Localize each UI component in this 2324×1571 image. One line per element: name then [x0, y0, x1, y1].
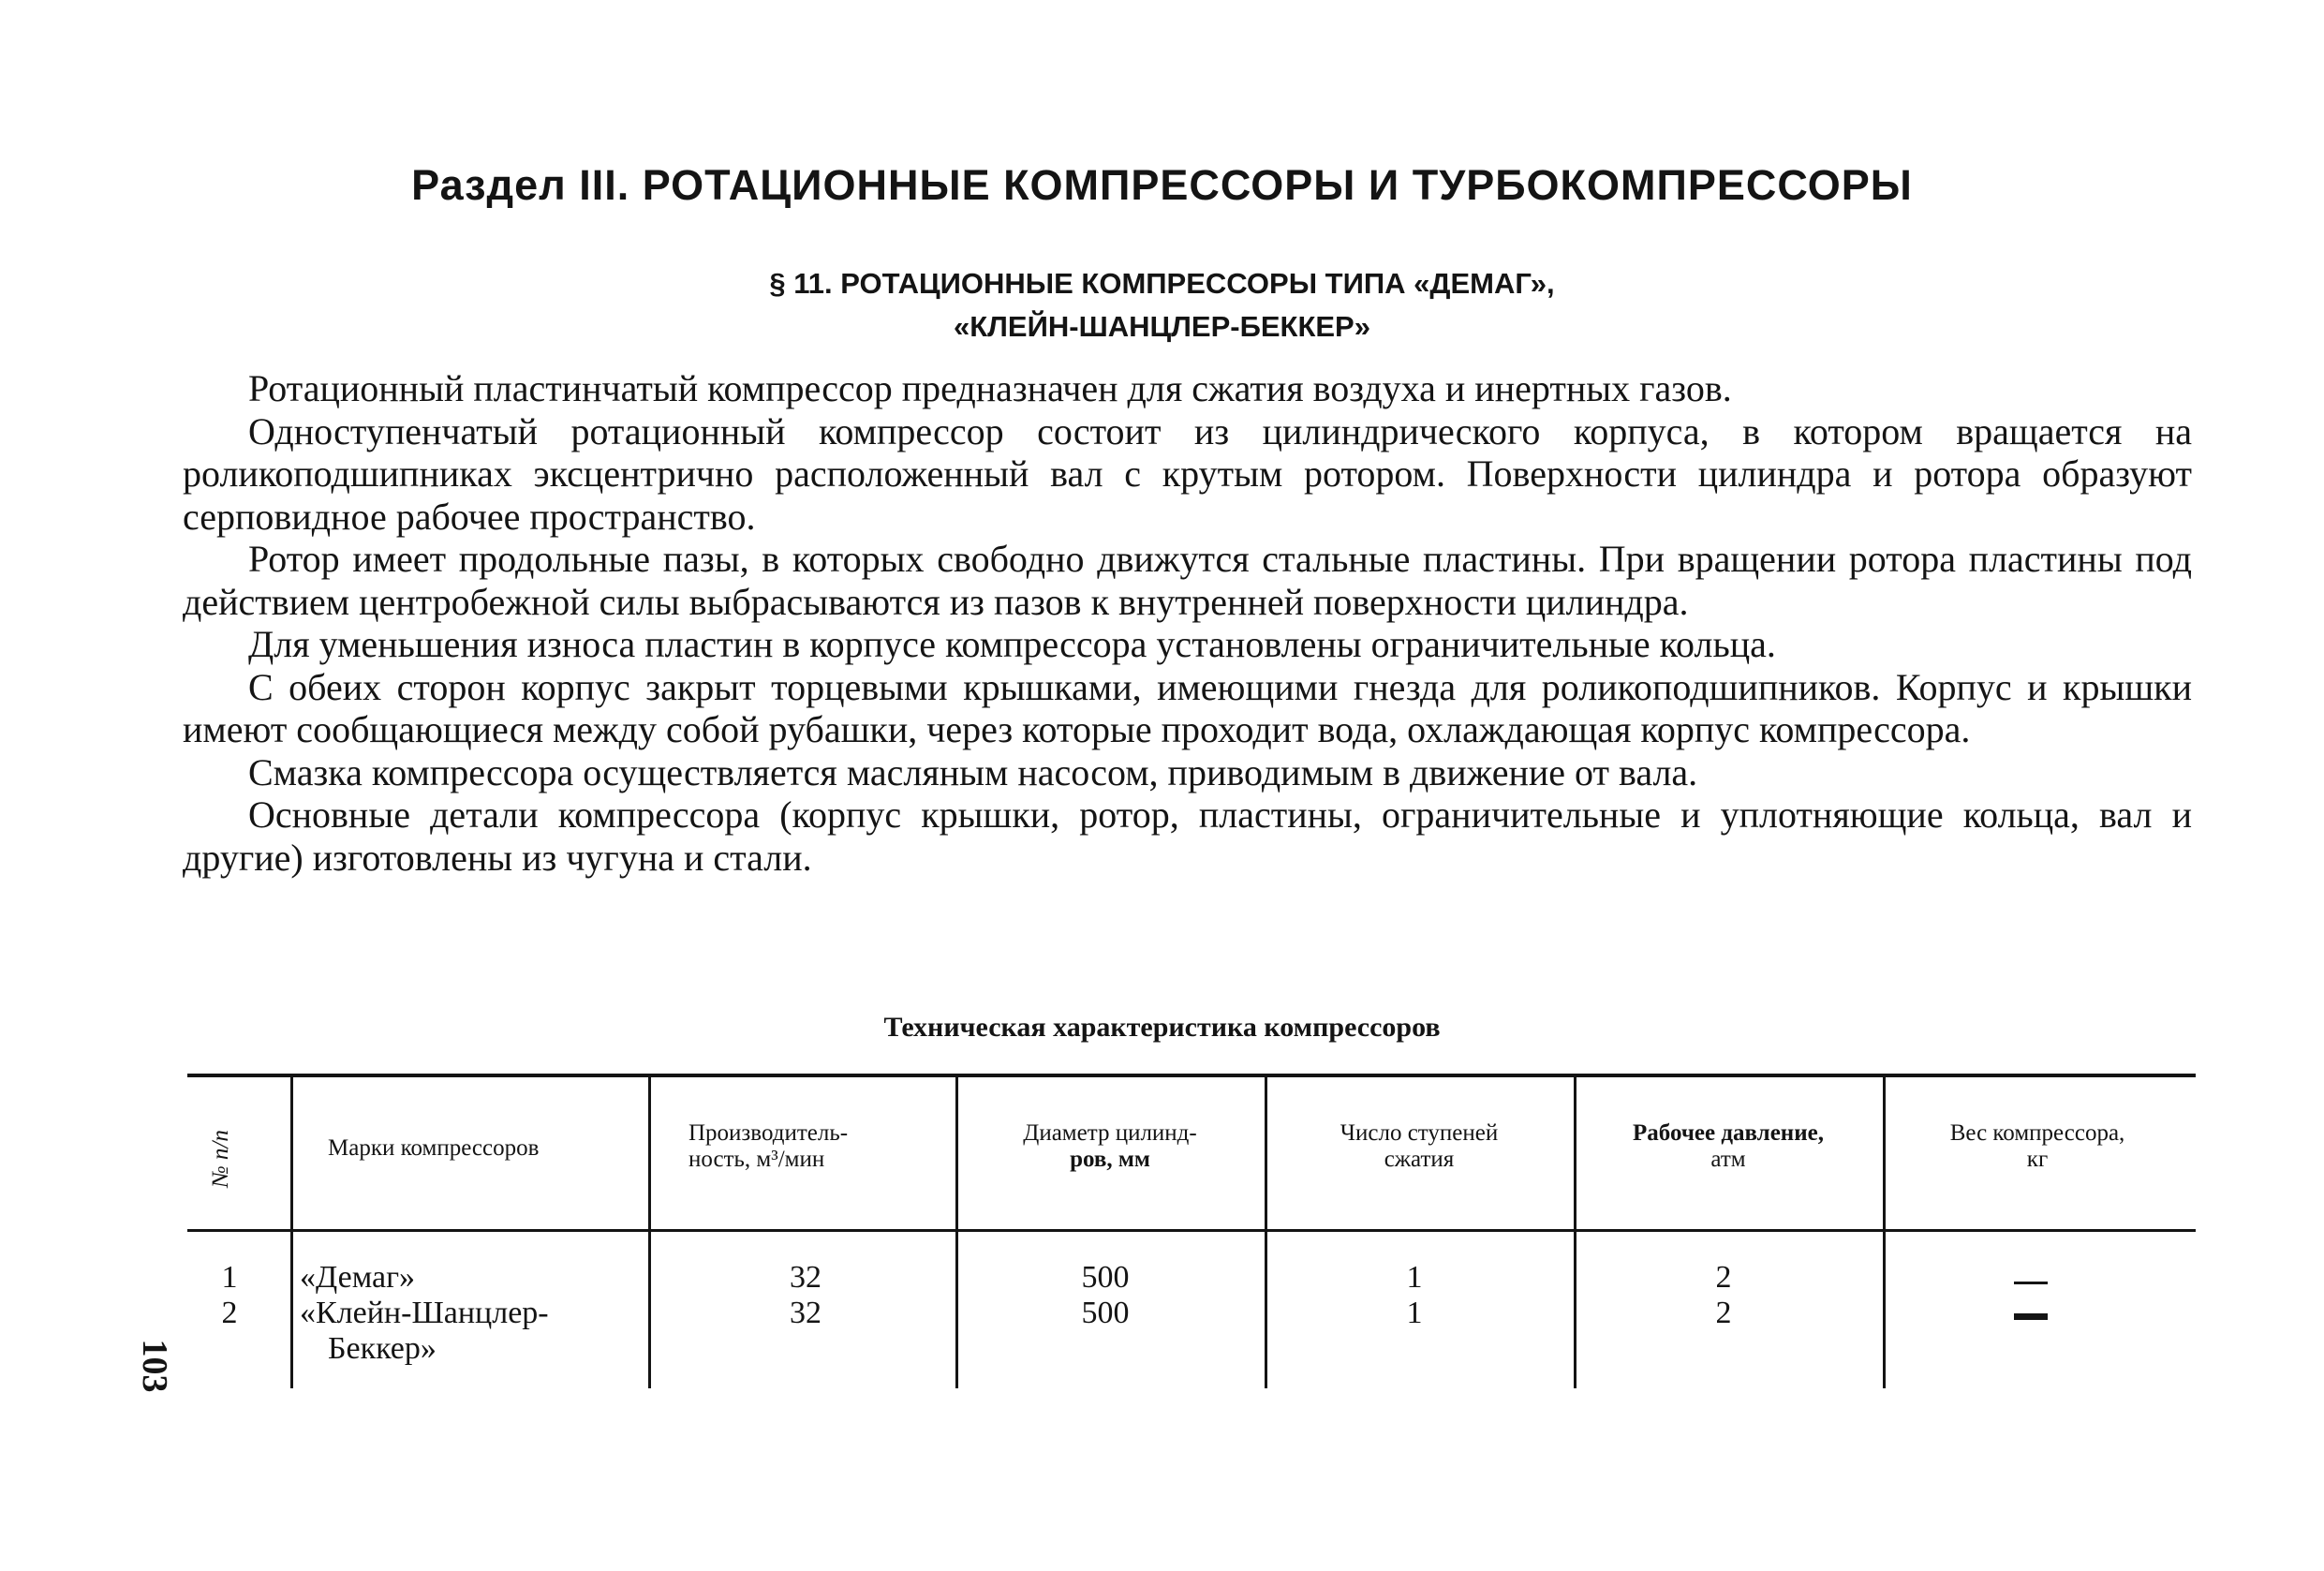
- header-weight-line-2: кг: [2026, 1147, 2049, 1172]
- row-2-stages: 1: [1406, 1296, 1423, 1330]
- row-2-weight: [2014, 1313, 2048, 1320]
- row-1-brand-line-1: «Демаг»: [300, 1260, 416, 1295]
- row-1-stages: 1: [1406, 1260, 1423, 1295]
- header-brand-label: Марки компрессоров: [328, 1135, 540, 1161]
- row-2-brand: [300, 1296, 646, 1367]
- header-pressure: [1583, 1120, 1873, 1173]
- row-1-capacity: 32: [790, 1260, 822, 1295]
- header-capacity-line-2: ность, м³/мин: [688, 1147, 825, 1172]
- paragraph: Одноступенчатый ротационный компрессор состоит из цилиндрического корпуса, в котором вращается на роликоподшипниках эксцентрично расположенный вал с крутым ротором. Поверхности цилиндра и ротора образуют серповидное рабочее пространство.: [183, 409, 2192, 538]
- column-divider: [648, 1077, 651, 1388]
- paragraph: Ротор имеет продольные пазы, в которых свободно движутся стальные пластины. При вращении ротора пластины под действием центробежной силы выбрасываются из пазов к внутренней поверхности цилиндра.: [183, 538, 2192, 623]
- header-brand: [328, 1135, 637, 1162]
- table-top-rule: [187, 1074, 2196, 1077]
- header-stages-line-2: сжатия: [1384, 1147, 1455, 1172]
- header-pressure-line-1: Рабочее давление,: [1633, 1120, 1824, 1146]
- paragraph-heading-line-2: «КЛЕЙН-ШАНЦЛЕР-БЕККЕР»: [954, 310, 1370, 343]
- header-number-label: № п/п: [208, 1130, 233, 1188]
- header-weight: [1892, 1120, 2183, 1173]
- header-diameter: [965, 1120, 1255, 1173]
- column-divider: [1265, 1077, 1267, 1388]
- paragraph: Смазка компрессора осуществляется масляным насосом, приводимым в движение от вала.: [248, 750, 1698, 793]
- row-1-number: 1: [221, 1260, 238, 1295]
- row-2-brand-line-2: Беккер»: [328, 1331, 437, 1366]
- row-2-pressure: 2: [1715, 1296, 1732, 1330]
- row-2-capacity: 32: [790, 1296, 822, 1330]
- row-2-number: 2: [221, 1296, 238, 1330]
- header-weight-line-1: Вес компрессора,: [1949, 1120, 2125, 1146]
- paragraph: Основные детали компрессора (корпус крышки, ротор, пластины, ограничительные и уплотняющие кольца, вал и другие) изготовлены из чугуна и стали.: [183, 793, 2192, 879]
- body-text: [183, 367, 2192, 879]
- header-stages: [1274, 1120, 1564, 1173]
- paragraph-heading-line-1: § 11. РОТАЦИОННЫЕ КОМПРЕССОРЫ ТИПА «ДЕМАГ»,: [769, 267, 1555, 300]
- paragraph: Для уменьшения износа пластин в корпусе компрессора установлены ограничительные кольца.: [248, 623, 1776, 665]
- row-1-pressure: 2: [1715, 1260, 1732, 1295]
- paragraph: С обеих сторон корпус закрыт торцевыми крышками, имеющими гнезда для роликоподшипников. Корпус и крышки имеют сообщающиеся между собой рубашки, через которые проходит вода, охлаждающая корпус компрессора.: [183, 665, 2192, 750]
- section-title: Раздел III. РОТАЦИОННЫЕ КОМПРЕССОРЫ И ТУРБОКОМПРЕССОРЫ: [411, 161, 1913, 209]
- header-diameter-line-1: Диаметр цилинд-: [1023, 1120, 1197, 1146]
- row-2-diameter: 500: [1081, 1296, 1130, 1330]
- header-stages-line-1: Число ступеней: [1340, 1120, 1499, 1146]
- paragraph: Ротационный пластинчатый компрессор предназначен для сжатия воздуха и инертных газов.: [248, 367, 1732, 409]
- header-diameter-line-2: ров, мм: [1070, 1147, 1150, 1172]
- column-divider: [1574, 1077, 1576, 1388]
- column-divider: [290, 1077, 293, 1388]
- page-number-label: 103: [135, 1339, 174, 1393]
- column-divider: [955, 1077, 958, 1388]
- row-1-weight: [2014, 1282, 2048, 1284]
- header-capacity-line-1: Производитель-: [688, 1120, 849, 1146]
- row-1-diameter: 500: [1081, 1260, 1130, 1295]
- table-header-rule: [187, 1229, 2196, 1232]
- paragraph-heading: [0, 262, 2324, 348]
- header-pressure-line-2: атм: [1710, 1147, 1746, 1172]
- row-2-brand-line-1: «Клейн-Шанцлер-: [300, 1296, 549, 1330]
- header-capacity: [688, 1120, 951, 1173]
- column-divider: [1883, 1077, 1886, 1388]
- row-1-brand: [300, 1260, 646, 1296]
- table-caption: Техническая характеристика компрессоров: [883, 1012, 1441, 1043]
